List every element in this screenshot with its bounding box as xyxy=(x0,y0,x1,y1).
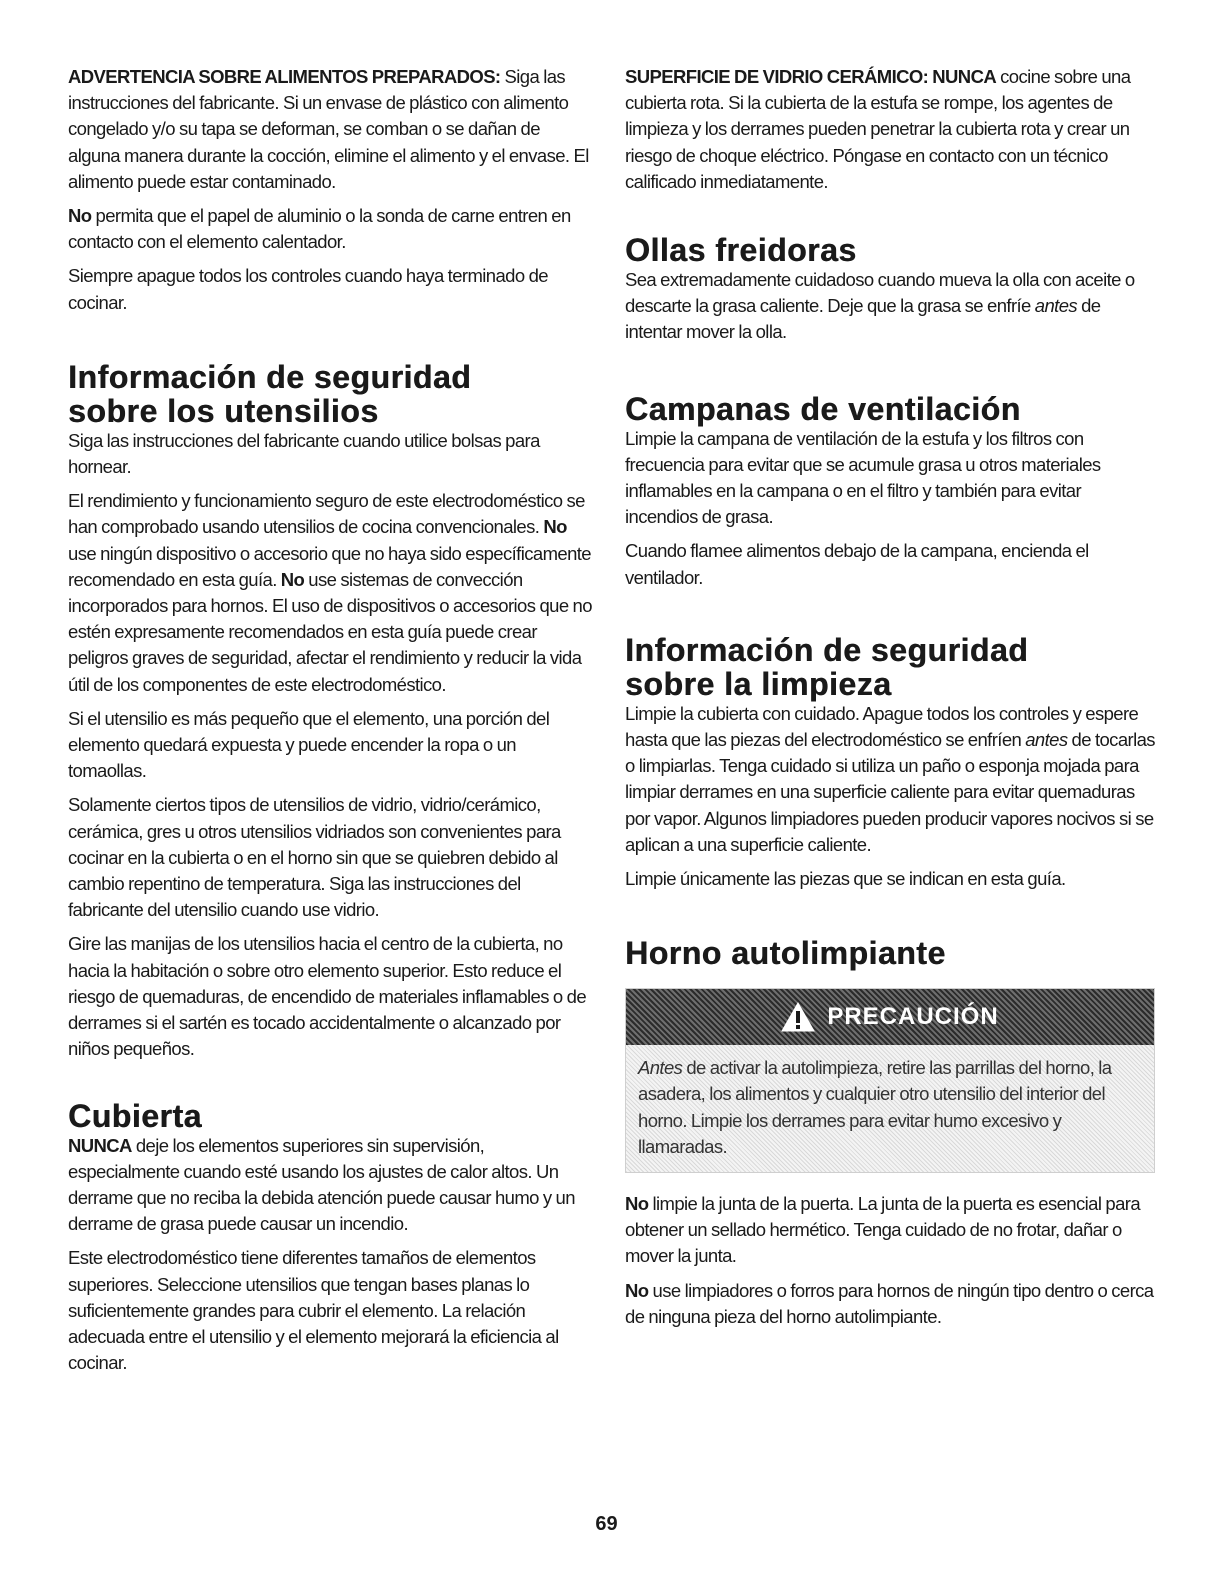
paragraph-text: deje los elementos superiores sin supervisión, especialmente cuando esté usando los ajustes de calor altos. Un derrame que no reciba la debida atención puede causar humo y un derrame de grasa puede causar un incendio. xyxy=(68,1134,575,1235)
paragraph-text: Sea extremadamente cuidadoso cuando mueva la olla con aceite o descarte la grasa caliente. Deje que la grasa se enfríe xyxy=(625,269,1135,317)
left-column xyxy=(68,64,592,1384)
caution-title: PRECAUCIÓN xyxy=(827,1003,999,1031)
paragraph-text: use sistemas de convección incorporados para hornos. El uso de dispositivos o accesorios que no estén expresamente recomendados en esta guía puede crear peligros graves de seguridad, afectar el rendimiento y reducir la vida útil de los componentes de este electrodoméstico. xyxy=(68,568,592,695)
paragraph-element-sizes: Este electrodoméstico tiene diferentes tamaños de elementos superiores. Seleccione utensilios que tengan bases planas lo suficientemente grandes para cubrir el elemento. La relación adecuada entre el utensilio y el elemento mejorará la eficiencia al cocinar. xyxy=(68,1247,559,1374)
paragraph-text: use ningún dispositivo o accesorio que no haya sido específicamente recomendado en esta guía. xyxy=(68,542,591,590)
paragraph-aluminum-foil xyxy=(68,203,592,255)
italic-word: antes xyxy=(1025,729,1068,751)
heading-line: sobre los utensilios xyxy=(68,392,379,429)
heading-vent-hoods xyxy=(625,392,1155,426)
paragraph-text: Siga las instrucciones del fabricante. Si un envase de plástico con alimento congelado y/o su tapa se deforman, se comban o se dañan de alguna manera durante la cocción, elimine el alimento y el envase. El alimento puede estar contaminado. xyxy=(68,66,589,192)
paragraph-text: Limpie la cubierta con cuidado. Apague todos los controles y espere hasta que las piezas del electrodoméstico se enfríen xyxy=(625,702,1139,751)
paragraph-turn-off-controls: Siempre apague todos los controles cuando haya terminado de cocinar. xyxy=(68,265,548,313)
bold-lead: ADVERTENCIA SOBRE ALIMENTOS PREPARADOS: xyxy=(68,66,501,87)
paragraph-no-oven-cleaners xyxy=(625,1278,1155,1330)
bold-lead: SUPERFICIE DE VIDRIO CERÁMICO: NUNCA xyxy=(625,66,997,87)
warning-triangle-icon xyxy=(781,1002,815,1032)
paragraph-clean-carefully xyxy=(625,701,1155,858)
paragraph-text: de intentar mover la olla. xyxy=(625,295,1101,343)
paragraph-text: cocine sobre una cubierta rota. Si la cubierta de la estufa se rompe, los agentes de limpieza y los derrames pueden penetrar la cubierta rota y crear un riesgo de choque eléctrico. Póngase en contacto con un técnico calificado inmediatamente. xyxy=(625,66,1131,192)
italic-word: antes xyxy=(1034,295,1078,317)
bold-lead: No xyxy=(625,1279,649,1301)
heading-line: Ollas freidoras xyxy=(625,232,857,269)
paragraph-handles: Gire las manijas de los utensilios hacia el centro de la cubierta, no hacia la habitación o sobre otro elemento superior. Esto reduce el riesgo de quemaduras, de encendido de materiales inflamables o de derrames si el sartén es tocado accidentalmente o alcanzado por niños pequeños. xyxy=(68,933,587,1060)
paragraph-text: El rendimiento y funcionamiento seguro de este electrodoméstico se han comprobado usando utensilios de cocina convencionales. xyxy=(68,490,585,538)
caution-box xyxy=(625,988,1155,1173)
heading-line: sobre la limpieza xyxy=(625,665,892,702)
paragraph-clean-hood: Limpie la campana de ventilación de la estufa y los filtros con frecuencia para evitar que se acumule grasa u otros materiales inflamables en la campana o en el filtro y también para evitar incendios de grasa. xyxy=(625,427,1101,528)
paragraph-text: limpie la junta de la puerta. La junta de la puerta es esencial para obtener un sellado hermético. Tenga cuidado de no frotar, dañar o mover la junta. xyxy=(625,1193,1141,1267)
paragraph-prepared-food-warning xyxy=(68,64,592,195)
paragraph-text: use limpiadores o forros para hornos de ningún tipo dentro o cerca de ninguna pieza del horno autolimpiante. xyxy=(625,1279,1154,1327)
paragraph-glass-ceramic xyxy=(625,64,1155,195)
caution-header xyxy=(626,989,1154,1045)
paragraph-deep-fryers xyxy=(625,267,1155,346)
heading-line: Campanas de ventilación xyxy=(625,390,1021,427)
bold-lead: NUNCA xyxy=(68,1134,132,1156)
bold-lead: No xyxy=(280,568,305,590)
paragraph-flambe: Cuando flamee alimentos debajo de la campana, encienda el ventilador. xyxy=(625,540,1089,588)
paragraph-performance xyxy=(68,488,592,698)
heading-line: Información de seguridad xyxy=(625,631,1029,668)
heading-cookware-safety xyxy=(68,360,592,428)
paragraph-text: de tocarlas o limpiarlas. Tenga cuidado si utiliza un paño o esponja mojada para limpiar derrames en una superficie caliente para evitar quemaduras por vapor. Algunos limpiadores pueden producir vapores nocivos si se aplican a una superficie caliente. xyxy=(625,729,1155,855)
paragraph-text: de activar la autolimpieza, retire las parrillas del horno, la asadera, los alimentos y cualquier otro utensilio del interior del horno. Limpie los derrames para evitar humo excesivo y llamaradas. xyxy=(638,1057,1112,1157)
heading-cooktop xyxy=(68,1099,592,1133)
bold-lead: No xyxy=(68,205,92,227)
heading-line: Horno autolimpiante xyxy=(625,935,946,972)
paragraph-never-unattended xyxy=(68,1133,592,1238)
bold-lead: No xyxy=(543,516,567,538)
italic-word: Antes xyxy=(638,1057,683,1079)
heading-line: Información de seguridad xyxy=(68,358,472,395)
paragraph-clean-only-listed: Limpie únicamente las piezas que se indican en esta guía. xyxy=(625,868,1066,890)
bold-lead: No xyxy=(625,1193,649,1215)
heading-line: Cubierta xyxy=(68,1097,202,1134)
paragraph-glass-utensils: Solamente ciertos tipos de utensilios de vidrio, vidrio/cerámico, cerámica, gres u otros utensilios vidriados son convenientes para cocinar en la cubierta o en el horno sin que se quiebren debido al cambio repentino de temperatura. Siga las instrucciones del fabricante del utensilio cuando use vidrio. xyxy=(68,794,561,921)
paragraph-small-utensil: Si el utensilio es más pequeño que el elemento, una porción del elemento quedará expuesta y puede encender la ropa o un tomaollas. xyxy=(68,707,550,782)
paragraph-oven-bags: Siga las instrucciones del fabricante cuando utilice bolsas para hornear. xyxy=(68,429,540,478)
heading-cleaning-safety xyxy=(625,633,1155,701)
paragraph-text: permita que el papel de aluminio o la sonda de carne entren en contacto con el elemento calentador. xyxy=(68,205,571,253)
heading-self-clean-oven xyxy=(625,936,1155,970)
page-number: 69 xyxy=(595,1513,618,1535)
heading-deep-fryers xyxy=(625,233,1155,267)
right-column xyxy=(625,64,1155,1338)
caution-text xyxy=(626,1045,1154,1172)
paragraph-door-gasket xyxy=(625,1191,1155,1270)
